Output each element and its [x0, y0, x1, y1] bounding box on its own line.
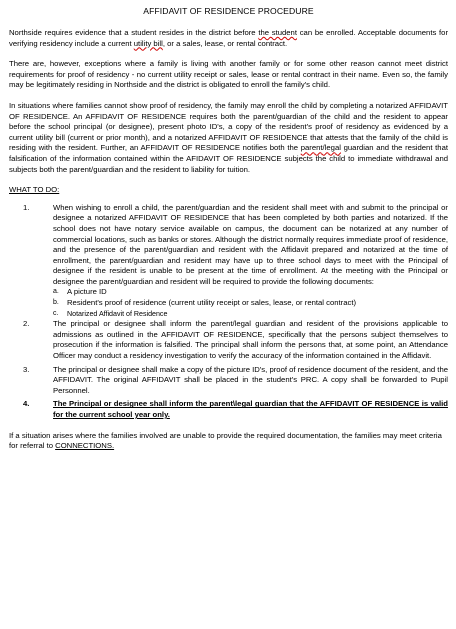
page-title: AFFIDAVIT OF RESIDENCE PROCEDURE [143, 6, 314, 16]
para1-text-a: Northside requires evidence that a student resides in the district before [9, 28, 259, 37]
para1-spellcheck-student: the student [258, 28, 297, 37]
step-text: The principal or designee shall inform the parent/legal guardian and resident of the provisions applicable to admissions as outlined in the AFFIDAVIT OF RESIDENCE, specifically that the persons subject themselves to prosecution if the information is falsified. The principal shall inform the persons that, at some point, an Attendance Officer may conduct a residency investigation to verify the accuracy of the information contained in the Affidavit. [53, 319, 448, 361]
required-documents-list [53, 287, 448, 319]
sub-text: A picture ID [67, 287, 107, 297]
what-to-do-heading: WHAT TO DO: [9, 185, 60, 195]
sub-text: Resident's proof of residence (current utility receipt or sales, lease, or rental contract) [67, 298, 357, 308]
para1-text-c: can be enrolled. Acceptable documents for verifying residency include a current [9, 28, 449, 48]
step-body [53, 203, 448, 320]
paragraph-exceptions: There are, however, exceptions where a family is living with another family or for some other reason cannot meet district requirements for proof of residency - no current utility receipt or sales, lease or rental contract in their name. Even so, the family may be legitimately residing in Northside and the district is obligated to enroll the family's child. [9, 59, 448, 90]
procedure-step-4 [9, 399, 448, 420]
procedure-step-1 [9, 203, 448, 320]
procedure-step-2 [9, 319, 448, 361]
connections-reference: CONNECTIONS. [55, 441, 115, 451]
sub-letter: b. [53, 299, 59, 307]
sub-letter: a. [53, 288, 59, 296]
paragraph-residency-requirement [9, 28, 448, 49]
step-text: When wishing to enroll a child, the parent/guardian and the resident shall meet with and submit to the principal or designee a notarized AFFIDAVIT OF RESIDENCE that has been completed by both parties and notarized. If the school does not have notary service available on campus, the document can be notarized at any number of commercial locations, such as banks or stores. Although the district normally requires immediate proof of residence, and the presence of the parent/guardian and resident with the Affidavit prepared and notarized at the time of enrollment, the parent/guardian and resident may have up to three school days to meet with the Principal of designee if the resident is unable to be present at the time of enrollment. At the meeting with the Principal or designee the parent/guardian and resident will be required to provide the following documents: [53, 202, 448, 286]
para1-spellcheck-utility-bill: utility bill [133, 38, 163, 48]
step-number: 1. [23, 202, 30, 212]
step-number: 3. [23, 364, 30, 374]
step-text: The principal or designee shall make a copy of the picture ID's, proof of residence document of the resident, and the AFFIDAVIT. The original AFFIDAVIT shall be placed in the student's PRC. A copy shall be forwarded to Pupil Personnel. [53, 364, 448, 395]
paragraph-affidavit-explanation [9, 101, 448, 175]
required-document-item [53, 298, 448, 309]
para1-text-e: , or a sales, lease, or rental contract. [162, 38, 288, 48]
para3-text-c: guardian and the resident that falsification of the information contained within the AFIDAVIT OF RESIDENCE subjects the child to immediate withdrawal and subjects both the parent/guardian and the resident to liability for tuition. [9, 143, 448, 174]
sub-letter: c. [53, 309, 59, 317]
required-document-item [53, 309, 448, 320]
para3-spellcheck-parent-legal: parent/legal [300, 143, 341, 153]
step-text: The Principal or designee shall inform the parent\legal guardian that the AFFIDAVIT OF RESIDENCE is valid for the current school year only. [53, 399, 448, 419]
required-document-item [53, 287, 448, 298]
para3-text-a: In situations where families cannot show proof of residency, the family may enroll the child by completing a notarized AFFIDAVIT OF RESIDENCE. An AFFIDAVIT OF RESIDENCE requires both the parent/guardian of the child and the resident to appear before the school principal (or designee), present photo ID's, a copy of the resident's proof of residency as evidenced by a current utility bill (current or prior month), and a notarized AFFIDAVIT OF RESIDENCE that attests that the family of the child is residing with the resident. Further, an AFFIDAVIT OF RESIDENCE notifies both the [9, 100, 448, 153]
procedure-step-3 [9, 365, 448, 397]
step-number: 4. [23, 399, 30, 409]
paragraph-closing [9, 431, 448, 452]
closing-text: If a situation arises where the families involved are unable to provide the required documentation, the families may meet criteria for referral to [9, 430, 442, 451]
procedure-steps-list [9, 203, 448, 421]
sub-text: Notarized Affidavit of Residence [67, 309, 168, 318]
step-number: 2. [23, 319, 30, 329]
